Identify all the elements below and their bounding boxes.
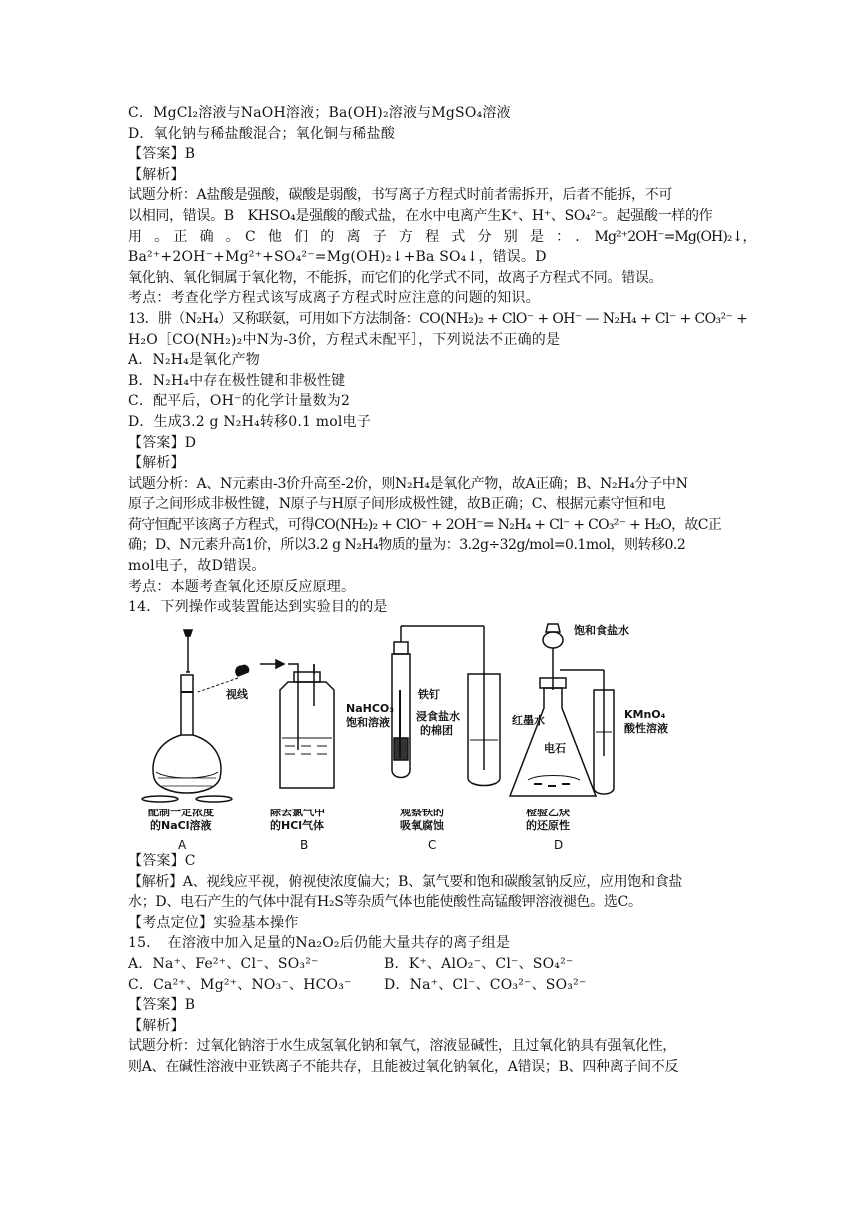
option-a: A．N₂H₄是氧化产物 [128,352,260,369]
option-b: B．K⁺、AlO₂⁻、Cl⁻、SO₄²⁻ [384,955,574,972]
label-acidic-solution: 酸性溶液 [624,721,668,735]
text-line: 考点：考查化学方程式该写成离子方程式时应注意的问题的知识。 [128,290,540,307]
option-c: C．Ca²⁺、Mg²⁺、NO₃⁻、HCO₃⁻ [128,976,352,993]
label-red-ink: 红墨水 [512,713,545,727]
text-line: 确；D、N元素升高1价，所以3.2 g N₂H₄物质的量为：3.2g÷32g/mol=0.1mol，则转移0.2 [128,537,686,554]
question-14-stem: 14．下列操作或装置能达到实验目的的是 [128,599,388,616]
options-row-1 [128,954,738,975]
label-saturated: 饱和溶液 [346,715,390,729]
label-sight-line: 视线 [226,687,248,701]
analysis-label: 【解析】 [128,166,185,183]
apparatus-b [260,660,334,788]
label-cotton: 的棉团 [420,723,453,737]
option-d: D．生成3.2 g N₂H₄转移0.1 mol电子 [128,413,371,430]
letter-c: C [428,838,437,852]
text-line: H₂O［CO(NH₂)₂中N为-3价，方程式未配平］，下列说法不正确的是 [128,331,561,348]
options-row-2 [128,975,738,996]
experiment-figure [128,620,738,828]
text-line: 【解析】A、视线应平视，俯视使浓度偏大；B、氯气要和饱和碳酸氢钠反应，应用饱和食盐 [128,873,683,890]
analysis-label: 【解析】 [128,1017,185,1034]
option-d: D．Na⁺、Cl⁻、CO₃²⁻、SO₃²⁻ [384,976,587,993]
label-kmno4: KMnO₄ [624,707,666,721]
apparatus-a [142,630,249,802]
apparatus-d [510,624,614,796]
text-line: 用 。 正 确 。 C 他 们 的 离 子 方 程 式 分 别 是 ： ． Mg²⁺2OH⁻=Mg(OH)₂↓， [128,228,756,245]
text-line: D．氧化钠与稀盐酸混合；氧化铜与稀盐酸 [128,125,396,142]
text-line: C．MgCl₂溶液与NaOH溶液；Ba(OH)₂溶液与MgSO₄溶液 [128,105,511,121]
text-line: 试题分析：A盐酸是强酸，碳酸是弱酸，书写离子方程式时前者需拆开，后者不能拆，不可 [128,187,673,204]
text-line: Ba²⁺+2OH⁻+Mg²⁺+SO₄²⁻=Mg(OH)₂↓+Ba SO₄↓，错误。D [128,249,547,266]
caption-b-line1: 除去氯气中 [270,809,325,818]
text-line: mol电子，故D错误。 [128,558,266,575]
label-saturated-brine: 饱和食盐水 [574,623,629,637]
text-line: 氧化钠、氧化铜属于氧化物，不能拆，而它们的化学式不同，故离子方程式不同。错误。 [128,269,663,286]
letter-b: B [300,838,309,852]
answer-label: 【答案】B [128,146,196,163]
after-figure [128,851,738,1078]
apparatus-c [392,626,500,786]
caption-d-line1: 检验乙炔 [526,809,570,818]
caption-d-line2: 的还原性 [526,819,570,832]
answer-label: 【答案】C [128,853,196,869]
label-iron-nail: 铁钉 [418,687,440,701]
question-13-stem: 13．肼（N₂H₄）又称联氨，可用如下方法制备：CO(NH₂)₂ + ClO⁻ + OH⁻ — N₂H₄ + Cl⁻ + CO₃²⁻ + [128,310,748,327]
text-line: 水；D、电石产生的气体中混有H₂S等杂质气体也能使酸性高锰酸钾溶液褪色。选C。 [128,894,642,911]
label-salt-water: 浸食盐水 [416,709,460,723]
caption-b-line2: 的HCl气体 [270,819,325,832]
option-c: C．配平后，OH⁻的化学计量数为2 [128,393,351,410]
caption-a-line1: 配制一定浓度 [148,809,214,818]
option-a: A．Na⁺、Fe²⁺、Cl⁻、SO₃²⁻ [128,955,319,972]
letter-a: A [178,838,187,852]
text-line: 考点：本题考查氧化还原反应原理。 [128,578,356,595]
text-line: 试题分析：A、N元素由-3价升高至-2价，则N₂H₄是氧化产物，故A正确；B、N₂H₄分子中N [128,475,688,492]
answer-label: 【答案】B [128,997,196,1014]
label-calcium-carbide: 电石 [544,741,566,755]
caption-a-line2: 的NaCl溶液 [150,819,212,832]
letter-d: D [554,838,564,852]
apparatus-diagram-d [508,620,688,828]
label-nahco3: NaHCO₃ [346,701,395,715]
question-15-stem: 15． 在溶液中加入足量的Na₂O₂后仍能大量共存的离子组是 [128,935,511,952]
text-line: 则A、在碱性溶液中亚铁离子不能共存，且能被过氧化钠氧化，A错误；B、四种离子间不反 [128,1058,679,1075]
analysis-label: 【解析】 [128,455,185,472]
test-point-label: 【考点定位】实验基本操作 [128,914,299,931]
caption-c-line1: 观察铁的 [400,809,444,818]
text-line: 以相同，错误。B KHSO₄是强酸的酸式盐，在水中电离产生K⁺、H⁺、SO₄²⁻。起强酸一样的作 [128,207,713,224]
text-line: 原子之间形成非极性键，N原子与H原子间形成极性键，故B正确；C、根据元素守恒和电 [128,496,666,513]
text-line: 荷守恒配平该离子方程式，可得CO(NH₂)₂ + ClO⁻ + 2OH⁻= N₂H₄ + Cl⁻ + CO₃²⁻ + H₂O，故C正 [128,516,722,533]
option-b: B．N₂H₄中存在极性键和非极性键 [128,372,346,389]
document-page [128,103,756,1075]
answer-label: 【答案】D [128,434,197,451]
caption-c-line2: 吸氧腐蚀 [400,819,444,832]
text-line: 试题分析：过氧化钠溶于水生成氢氧化钠和氧气，溶液显碱性，且过氧化钠具有强氧化性， [128,1038,676,1055]
